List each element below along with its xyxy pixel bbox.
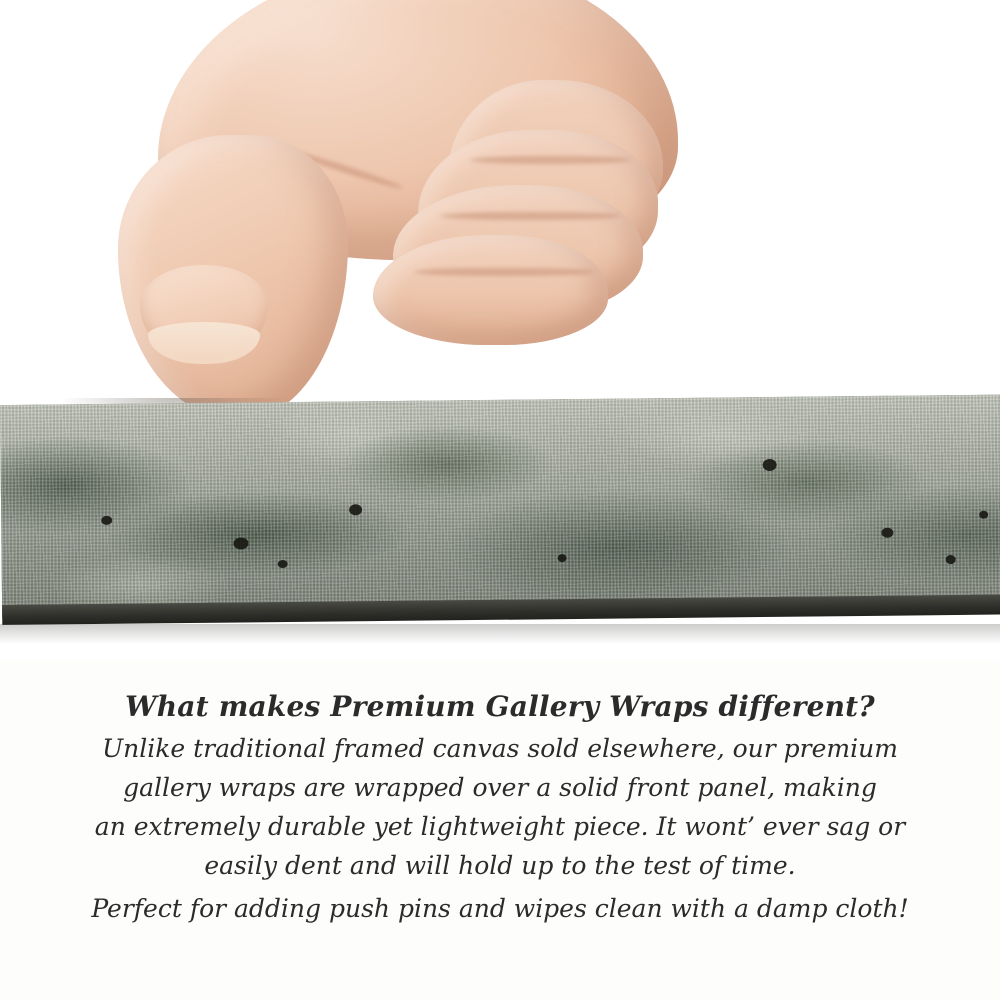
hand-illustration <box>118 0 698 430</box>
caption-line-2: gallery wraps are wrapped over a solid front panel, making <box>123 773 877 802</box>
canvas-speck <box>881 528 893 538</box>
caption-line-4: easily dent and will hold up to the test of time. <box>204 851 796 880</box>
finger-crease <box>414 268 594 276</box>
finger-crease <box>440 212 620 220</box>
canvas-speck <box>278 560 288 568</box>
caption-line-5: Perfect for adding push pins and wipes clean with a damp cloth! <box>91 894 909 923</box>
caption-line-3: an extremely durable yet lightweight piece. It wont’ ever sag or <box>94 812 906 841</box>
canvas-speck <box>233 537 248 549</box>
canvas-speck <box>349 504 362 515</box>
caption-block <box>0 690 1000 928</box>
canvas-edge-strip <box>0 395 1000 625</box>
caption-heading: What makes Premium Gallery Wraps different? <box>125 690 875 723</box>
canvas-speck <box>946 555 956 564</box>
canvas-speck <box>979 511 988 519</box>
drop-shadow <box>0 624 1000 644</box>
canvas-weave-texture <box>0 395 1000 619</box>
canvas-speck <box>558 554 567 562</box>
caption-line-1: Unlike traditional framed canvas sold elsewhere, our premium <box>102 734 898 763</box>
finger-crease <box>470 156 630 164</box>
finger-pinky <box>373 235 608 345</box>
canvas-speck <box>763 459 777 471</box>
canvas-speck <box>101 516 112 525</box>
